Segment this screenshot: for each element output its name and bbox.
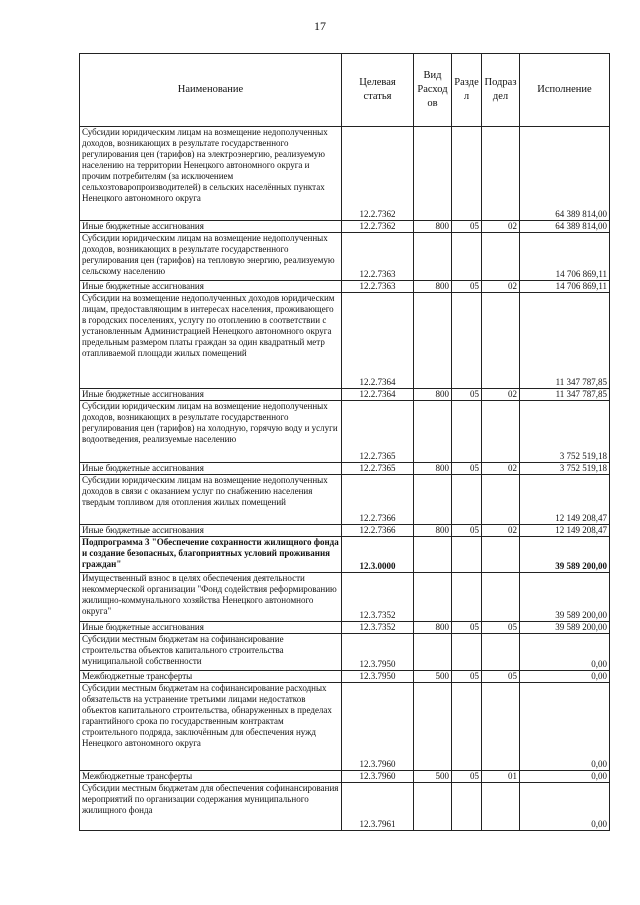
cell-name: Субсидии местным бюджетам на софинансирование строительства объектов капитального строительства муниципальной собственности [80,634,342,671]
cell-execution: 64 389 814,00 [520,127,610,221]
cell-execution: 39 589 200,00 [520,537,610,573]
cell-subsection: 05 [482,671,520,683]
cell-subsection [482,783,520,831]
cell-article: 12.2.7363 [342,233,414,281]
cell-expense-type [414,401,452,463]
cell-execution: 3 752 519,18 [520,463,610,475]
cell-article: 12.2.7362 [342,221,414,233]
cell-execution: 11 347 787,85 [520,293,610,389]
cell-expense-type [414,573,452,622]
cell-name: Иные бюджетные ассигнования [80,525,342,537]
table-row [80,389,610,401]
table-row [80,281,610,293]
cell-article: 12.3.7960 [342,771,414,783]
cell-name: Иные бюджетные ассигнования [80,463,342,475]
cell-name: Субсидии юридическим лицам на возмещение недополученных доходов в связи с оказанием услуг по снабжению населения твердым топливом для отопления жилых помещений [80,475,342,525]
cell-section: 05 [452,771,482,783]
cell-subsection [482,401,520,463]
table-row [80,622,610,634]
cell-section [452,634,482,671]
cell-execution: 0,00 [520,671,610,683]
cell-article: 12.2.7365 [342,401,414,463]
cell-article: 12.2.7363 [342,281,414,293]
cell-expense-type: 500 [414,671,452,683]
table-header-row [80,54,610,127]
cell-subsection [482,683,520,771]
header-section: Разде л [452,54,482,127]
cell-expense-type: 800 [414,463,452,475]
cell-section [452,293,482,389]
cell-name: Межбюджетные трансферты [80,771,342,783]
cell-execution: 0,00 [520,683,610,771]
table-row [80,401,610,463]
cell-section [452,233,482,281]
cell-article: 12.3.7961 [342,783,414,831]
cell-name: Субсидии местным бюджетам для обеспечения софинансирования мероприятий по организации содержания муниципального жилищного фонда [80,783,342,831]
cell-article: 12.2.7366 [342,475,414,525]
header-expense-type: Вид Расход ов [414,54,452,127]
cell-article: 12.2.7364 [342,389,414,401]
cell-name: Межбюджетные трансферты [80,671,342,683]
page-number: 17 [314,19,326,33]
cell-execution: 11 347 787,85 [520,389,610,401]
cell-article: 12.2.7364 [342,293,414,389]
cell-name: Иные бюджетные ассигнования [80,281,342,293]
table-row [80,463,610,475]
cell-execution: 14 706 869,11 [520,233,610,281]
cell-execution: 3 752 519,18 [520,401,610,463]
header-subsection: Подраз дел [482,54,520,127]
cell-subsection: 05 [482,622,520,634]
table-row [80,475,610,525]
table-row [80,537,610,573]
cell-subsection: 02 [482,221,520,233]
cell-section: 05 [452,221,482,233]
cell-expense-type [414,783,452,831]
cell-subsection [482,293,520,389]
table-row [80,525,610,537]
cell-article: 12.2.7362 [342,127,414,221]
table-row [80,634,610,671]
cell-execution: 12 149 208,47 [520,475,610,525]
cell-subsection: 02 [482,281,520,293]
cell-article: 12.2.7365 [342,463,414,475]
table-row [80,783,610,831]
cell-name: Субсидии местным бюджетам на софинансирование расходных обязательств на устранение третьими лицами недостатков объектов капитального строительства, обнаруженных в пределах гарантийного срока по государственным контрактам строительного подряда, заключённым для обеспечения нужд Ненецкого автономного округа [80,683,342,771]
cell-expense-type [414,233,452,281]
cell-name: Субсидии на возмещение недополученных доходов юридическим лицам, предоставляющим в интересах населения, проживающего в городских поселениях, услугу по отоплению в соответствии с установленным Администрацией Ненецкого автономного округа предельным размером платы граждан за один квадратный метр отапливаемой площади жилых помещений [80,293,342,389]
table-row [80,233,610,281]
table-row [80,671,610,683]
cell-expense-type [414,127,452,221]
header-article: Целевая статья [342,54,414,127]
cell-expense-type: 800 [414,622,452,634]
budget-table [79,53,610,831]
cell-expense-type: 800 [414,525,452,537]
header-execution: Исполнение [520,54,610,127]
cell-section: 05 [452,463,482,475]
cell-article: 12.3.7950 [342,671,414,683]
cell-name: Субсидии юридическим лицам на возмещение недополученных доходов, возникающих в результате государственного регулирования цен (тарифов) на холодную, горячую воду и услуги водоотведения, реализуемые населению [80,401,342,463]
table-row [80,293,610,389]
cell-article: 12.3.0000 [342,537,414,573]
cell-name: Иные бюджетные ассигнования [80,622,342,634]
cell-name: Иные бюджетные ассигнования [80,221,342,233]
cell-execution: 39 589 200,00 [520,573,610,622]
cell-section [452,401,482,463]
cell-execution: 0,00 [520,634,610,671]
cell-article: 12.2.7366 [342,525,414,537]
cell-section [452,537,482,573]
cell-name: Подпрограмма 3 "Обеспечение сохранности жилищного фонда и создание безопасных, благоприятных условий проживания граждан" [80,537,342,573]
cell-execution: 0,00 [520,783,610,831]
cell-section [452,573,482,622]
cell-name: Имущественный взнос в целях обеспечения деятельности некоммерческой организации "Фонд содействия реформированию жилищно-коммунального хозяйства Ненецкого автономного округа" [80,573,342,622]
cell-expense-type: 800 [414,389,452,401]
cell-article: 12.3.7960 [342,683,414,771]
table-row [80,127,610,221]
cell-name: Иные бюджетные ассигнования [80,389,342,401]
cell-section: 05 [452,671,482,683]
cell-section: 05 [452,622,482,634]
cell-section [452,683,482,771]
cell-expense-type [414,475,452,525]
cell-subsection [482,573,520,622]
cell-subsection: 02 [482,389,520,401]
cell-subsection: 02 [482,525,520,537]
cell-name: Субсидии юридическим лицам на возмещение недополученных доходов, возникающих в результате государственного регулирования цен (тарифов) на тепловую энергию, реализуемую сельскому населению [80,233,342,281]
cell-article: 12.3.7352 [342,573,414,622]
cell-section: 05 [452,281,482,293]
cell-expense-type [414,683,452,771]
header-name: Наименование [80,54,342,127]
cell-section [452,475,482,525]
cell-expense-type: 800 [414,221,452,233]
cell-subsection [482,233,520,281]
cell-article: 12.3.7352 [342,622,414,634]
cell-subsection [482,475,520,525]
cell-expense-type [414,537,452,573]
cell-name: Субсидии юридическим лицам на возмещение недополученных доходов, возникающих в результате государственного регулирования цен (тарифов) на электроэнергию, реализуемую населению на территории Ненецкого автономного округа и прочим потребителям (за исключением сельхозтоваропроизводителей) в сельских населённых пунктах Ненецкого автономного округа [80,127,342,221]
cell-expense-type [414,293,452,389]
cell-execution: 64 389 814,00 [520,221,610,233]
cell-section: 05 [452,389,482,401]
cell-subsection [482,537,520,573]
table-row [80,573,610,622]
cell-execution: 14 706 869,11 [520,281,610,293]
cell-expense-type: 500 [414,771,452,783]
cell-expense-type [414,634,452,671]
cell-subsection: 01 [482,771,520,783]
cell-article: 12.3.7950 [342,634,414,671]
cell-subsection: 02 [482,463,520,475]
table-row [80,221,610,233]
cell-execution: 0,00 [520,771,610,783]
table-row [80,771,610,783]
cell-subsection [482,127,520,221]
cell-section: 05 [452,525,482,537]
cell-expense-type: 800 [414,281,452,293]
cell-section [452,783,482,831]
cell-section [452,127,482,221]
cell-execution: 12 149 208,47 [520,525,610,537]
table-row [80,683,610,771]
cell-execution: 39 589 200,00 [520,622,610,634]
cell-subsection [482,634,520,671]
